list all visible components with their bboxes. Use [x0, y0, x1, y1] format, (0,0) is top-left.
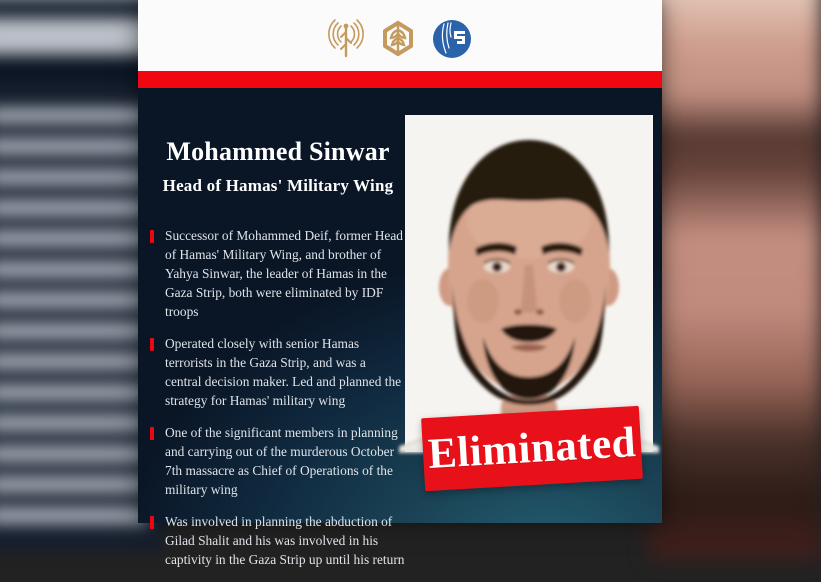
page-subtitle: Head of Hamas' Military Wing [162, 175, 394, 195]
eliminated-stamp: Eliminated [421, 406, 643, 491]
radio-waves-antenna-icon [327, 18, 365, 60]
list-item [150, 226, 406, 321]
poster [138, 0, 662, 568]
page-title: Mohammed Sinwar [166, 137, 390, 166]
list-item [150, 423, 406, 499]
bullet-text: Successor of Mohammed Deif, former Head of Hamas' Military Wing, and brother of Yahya Sinwar, the leader of Hamas in the Gaza Strip, both were eliminated by IDF troops [165, 227, 403, 319]
bullet-marker-icon [150, 338, 154, 351]
bullet-list [150, 226, 406, 570]
background-blur-right [649, 0, 821, 559]
poster-header [138, 0, 662, 71]
red-divider [138, 71, 662, 88]
bullet-text: Was involved in planning the abduction of Gilad Shalit and his was involved in his captivity in the Gaza Strip up until his return [165, 514, 405, 568]
bullet-marker-icon [150, 427, 154, 440]
poster-body [138, 88, 662, 568]
portrait-photo [405, 115, 653, 452]
bullet-text: One of the significant members in planning and carrying out of the murderous October 7th massacre as Chief of Operations of the military wing [165, 424, 398, 497]
arabic-media-circle-icon [431, 18, 473, 60]
list-item [150, 512, 406, 569]
blur-text-lines [0, 107, 148, 531]
info-column [150, 88, 406, 582]
bullet-marker-icon [150, 230, 154, 243]
bullet-marker-icon [150, 516, 154, 529]
idf-star-sword-olive-icon [375, 18, 421, 60]
portrait-illustration [405, 115, 653, 452]
list-item [150, 334, 406, 410]
logo-row [327, 18, 473, 60]
bullet-text: Operated closely with senior Hamas terrorists in the Gaza Strip, and was a central decision maker. Led and planned the strategy for Hamas' military wing [165, 335, 402, 408]
